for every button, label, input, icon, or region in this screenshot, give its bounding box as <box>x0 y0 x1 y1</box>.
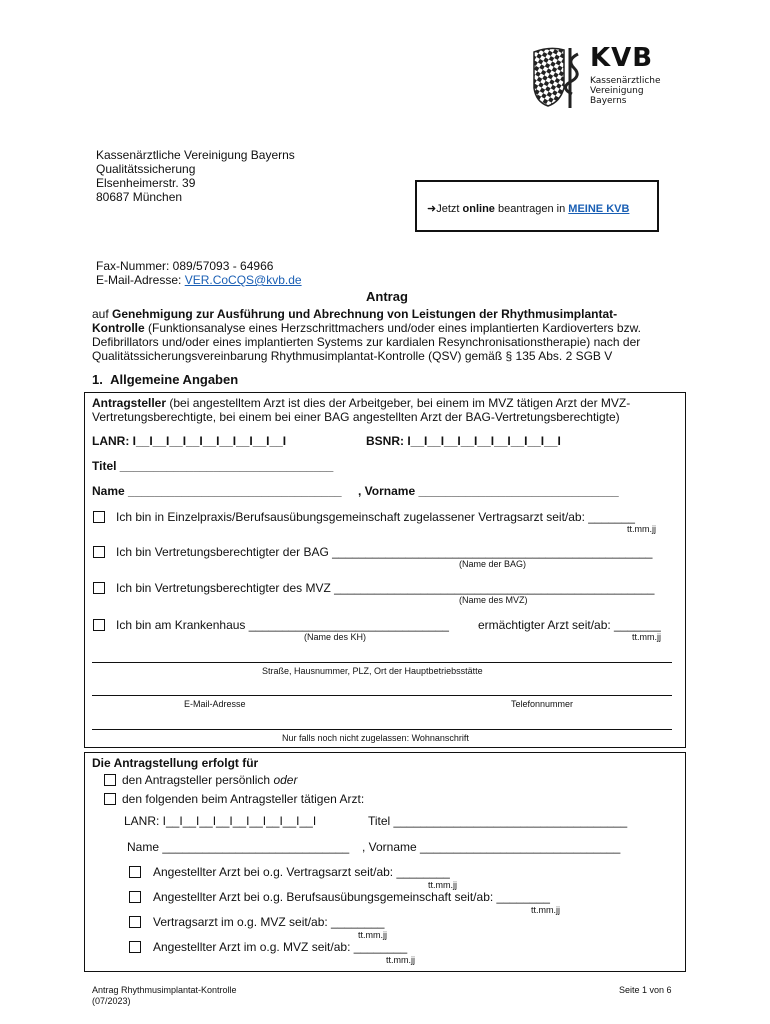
address-line4: 80687 München <box>96 190 183 204</box>
phone-hint: Telefonnummer <box>511 699 574 709</box>
intro-rest2: (Funktionsanalyse eines Herzschrittmachers und/oder eines implantierten Kardioverters bzw. <box>144 321 641 335</box>
intro-bold2: Kontrolle <box>92 321 145 335</box>
bavarian-shield-icon <box>530 44 588 110</box>
footer-page: Seite 1 von 6 <box>619 985 672 995</box>
online-apply-box <box>415 180 659 232</box>
address-line2: Qualitätssicherung <box>96 162 196 176</box>
sub-option-1-hint: tt.mm.jj <box>428 880 457 890</box>
intro-bold1: Genehmigung zur Ausführung und Abrechnung von Leistungen der Rhythmusimplantat- <box>112 307 618 321</box>
logo-sub1: Kassenärztliche <box>590 76 661 86</box>
sub-option-4: Angestellter Arzt im o.g. MVZ seit/ab: ________ <box>153 940 408 954</box>
email-label: E-Mail-Adresse: <box>96 273 185 287</box>
bsnr-field[interactable]: BSNR: I__I__I__I__I__I__I__I__I__I <box>366 434 561 448</box>
checkbox-sub1[interactable] <box>129 866 141 878</box>
checkbox-mvz[interactable] <box>93 582 105 594</box>
option-bag-hint: (Name der BAG) <box>459 559 527 569</box>
applicant-heading-rest: (bei angestelltem Arzt ist dies der Arbeitgeber, bei einem im MVZ tätigen Arzt der MVZ- <box>166 396 631 410</box>
online-pre: Jetzt <box>436 203 463 215</box>
online-bold: online <box>462 203 495 215</box>
section1-heading <box>92 372 238 387</box>
sub-option-3-hint: tt.mm.jj <box>358 930 387 940</box>
sub-option-3: Vertragsarzt im o.g. MVZ seit/ab: ________ <box>153 915 385 929</box>
checkbox-krankenhaus[interactable] <box>93 619 105 631</box>
option-mvz-hint: (Name des MVZ) <box>459 595 528 605</box>
email-link[interactable]: VER.CoCQS@kvb.de <box>184 273 302 287</box>
option-personal-oder: oder <box>273 773 298 787</box>
option-other-doctor: den folgenden beim Antragsteller tätigen Arzt: <box>122 792 365 806</box>
kvb-logo <box>530 44 670 110</box>
checkbox-einzelpraxis[interactable] <box>93 511 105 523</box>
street-line[interactable] <box>92 662 672 663</box>
online-mid: beantragen in <box>494 203 569 215</box>
logo-wordmark: KVB <box>590 43 654 73</box>
intro-pre: auf <box>92 307 113 321</box>
checkbox-sub2[interactable] <box>129 891 141 903</box>
email-phone-line[interactable] <box>92 695 672 696</box>
application-for-heading: Die Antragstellung erfolgt für <box>92 756 259 770</box>
checkbox-sub3[interactable] <box>129 916 141 928</box>
meine-kvb-link[interactable]: MEINE KVB <box>568 203 630 215</box>
doctor-titel-field[interactable]: Titel ___________________________________ <box>368 814 628 828</box>
arrow-right-icon: ➜ <box>427 203 437 215</box>
email-line <box>96 273 302 287</box>
logo-sub2: Vereinigung <box>590 86 644 96</box>
option-krankenhaus: Ich bin am Krankenhaus ______________________________ <box>116 618 449 632</box>
option-krankenhaus-date: ermächtigter Arzt seit/ab: _______ <box>478 618 661 632</box>
sub-option-4-hint: tt.mm.jj <box>386 955 415 965</box>
sub-option-2: Angestellter Arzt bei o.g. Berufsausübungsgemeinschaft seit/ab: ________ <box>153 890 550 904</box>
option-einzelpraxis-hint: tt.mm.jj <box>627 524 656 534</box>
titel-field[interactable]: Titel ________________________________ <box>92 459 334 473</box>
option-krankenhaus-date-hint: tt.mm.jj <box>632 632 661 642</box>
option-einzelpraxis: Ich bin in Einzelpraxis/Berufsausübungsgemeinschaft zugelassener Vertragsarzt seit/ab: _______ <box>116 510 635 524</box>
intro-line2 <box>92 321 641 335</box>
address-line1: Kassenärztliche Vereinigung Bayerns <box>96 148 295 162</box>
sub-option-1: Angestellter Arzt bei o.g. Vertragsarzt seit/ab: ________ <box>153 865 450 879</box>
name-field[interactable]: Name ________________________________ <box>92 484 342 498</box>
option-personal <box>122 773 297 787</box>
section1-number: 1. <box>92 372 103 387</box>
applicant-heading-line2: Vertretungsberechtigte, bei einem bei einer BAG angestellten Arzt der BAG-Vertretungsberechtigte) <box>92 410 620 424</box>
page-title: Antrag <box>366 289 408 304</box>
lanr-field[interactable]: LANR: I__I__I__I__I__I__I__I__I__I <box>92 434 287 448</box>
option-bag: Ich bin Vertretungsberechtigter der BAG ________________________________________________ <box>116 545 653 559</box>
vorname-field[interactable]: , Vorname ______________________________ <box>358 484 619 498</box>
street-hint: Straße, Hausnummer, PLZ, Ort der Hauptbetriebsstätte <box>262 666 483 676</box>
section1-title: Allgemeine Angaben <box>110 372 239 387</box>
intro-line4: Qualitätssicherungsvereinbarung Rhythmusimplantat-Kontrolle (QSV) gemäß § 135 Abs. 2 SGB V <box>92 349 613 363</box>
intro-line3: Defibrillators und/oder eines implantierten Systems zur kardialen Resynchronisationstherapie) nach der <box>92 335 641 349</box>
checkbox-other-doctor[interactable] <box>104 793 116 805</box>
option-krankenhaus-hint: (Name des KH) <box>304 632 367 642</box>
option-personal-text: den Antragsteller persönlich <box>122 773 274 787</box>
address-line3: Elsenheimerstr. 39 <box>96 176 196 190</box>
footer-left2: (07/2023) <box>92 996 131 1006</box>
home-hint: Nur falls noch nicht zugelassen: Wohnanschrift <box>282 733 469 743</box>
home-line[interactable] <box>92 729 672 730</box>
sub-option-2-hint: tt.mm.jj <box>531 905 560 915</box>
email-hint: E-Mail-Adresse <box>184 699 246 709</box>
applicant-heading <box>92 396 630 410</box>
online-apply-text <box>427 202 629 216</box>
doctor-lanr-field[interactable]: LANR: I__I__I__I__I__I__I__I__I__I <box>124 814 317 828</box>
doctor-vorname-field[interactable]: , Vorname ______________________________ <box>362 840 621 854</box>
footer-left1: Antrag Rhythmusimplantat-Kontrolle <box>92 985 237 995</box>
fax-number: Fax-Nummer: 089/57093 - 64966 <box>96 259 274 273</box>
option-mvz: Ich bin Vertretungsberechtigter des MVZ ________________________________________________ <box>116 581 655 595</box>
doctor-name-field[interactable]: Name ____________________________ <box>127 840 350 854</box>
logo-sub3: Bayerns <box>590 96 627 106</box>
applicant-heading-bold: Antragsteller <box>92 396 167 410</box>
checkbox-bag[interactable] <box>93 546 105 558</box>
checkbox-personal[interactable] <box>104 774 116 786</box>
intro-line1 <box>92 307 617 321</box>
checkbox-sub4[interactable] <box>129 941 141 953</box>
